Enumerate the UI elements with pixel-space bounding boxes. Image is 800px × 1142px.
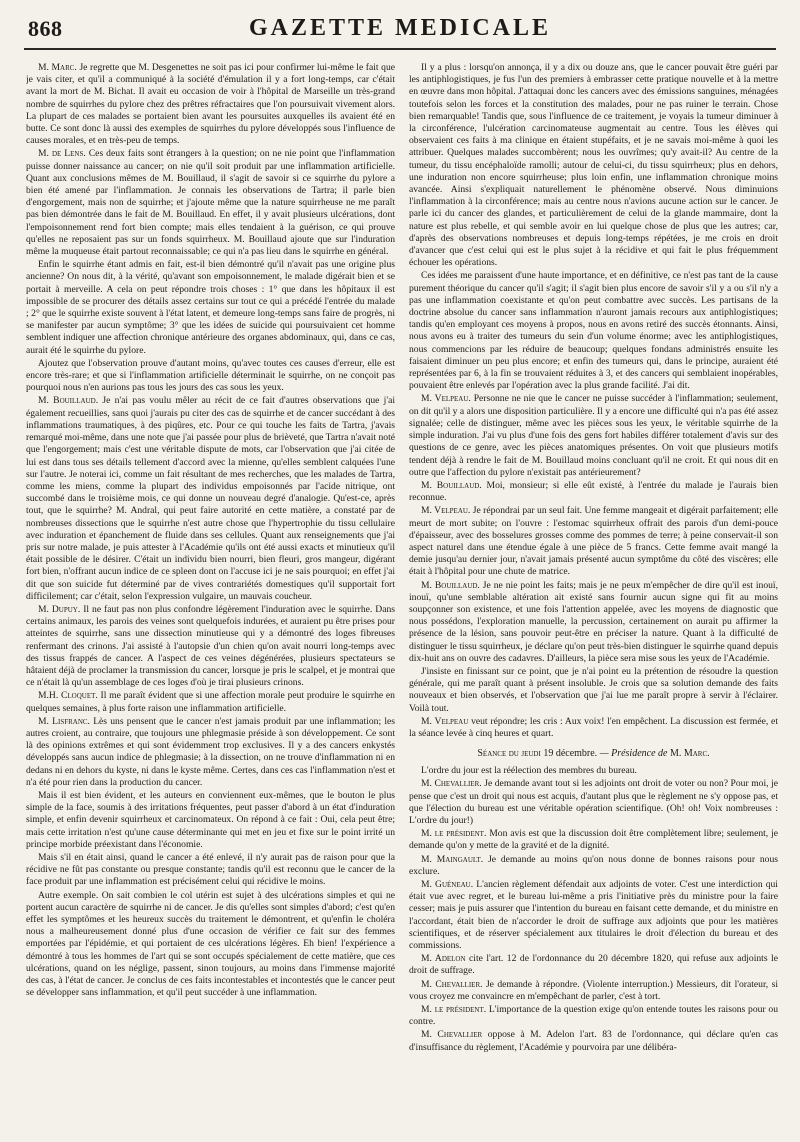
- paragraph: [409, 393, 778, 478]
- paragraph: [409, 854, 778, 878]
- speaker-name: M. Velpeau: [421, 715, 469, 727]
- paragraph-text: veut répondre; les cris : Aux voix! l'en empêchent. La discussion est fermée, et la séance levée à cinq heures et quart.: [409, 715, 778, 739]
- paragraph-text: Il me paraît évident que si une affection morale peut produire le squirrhe en quelques semaines, à plus forte raison une inflammation artificielle.: [26, 690, 395, 714]
- seance-label: Séance du jeudi: [477, 748, 541, 760]
- speaker-name: M. Dupuy.: [38, 603, 81, 615]
- paragraph: [409, 62, 778, 269]
- paragraph-text: Personne ne nie que le cancer ne puisse succéder à l'inflammation; seulement, on dit qu'il y a alors une disposition particulière. Il y a encore une difficulté qui n'a pas été assez signalée; celle de distinguer, même avec les pièces sous les yeux, le véritable squirrhe de la simple induration. J'ai vu plus d'une fois des gens fort habiles différer totalement d'avis sur des questions de ce genre, avec les pièces anatomiques présentes. On voit que plusieurs motifs tendent déjà à rendre le fait de M. Bouillaud moins concluant qu'il ne croit. Et qui nous dit en outre que l'affection du pylore n'existait pas antérieurement?: [409, 393, 778, 478]
- right-column: [409, 62, 778, 1134]
- paragraph-text: J'insiste en finissant sur ce point, que je n'ai point eu la prétention de résoudre la question générale, qui me paraît quant à présent insoluble. Je crois que sa solution demande des faits nouveaux et bien observés, et l'observation que j'ai lue me paraît propre à servir à l'éclairer. Voilà tout.: [409, 665, 778, 714]
- paragraph: [409, 505, 778, 578]
- seance-presidence: — Présidence de: [599, 748, 668, 760]
- speaker-name: M. Adelon: [421, 953, 466, 965]
- paragraph: [26, 259, 395, 357]
- speaker-name: M. de Lens.: [38, 148, 86, 160]
- paragraph-text: L'ancien règlement défendait aux adjoints de voter. C'est une interdiction qui était vue avec regret, et le bureau lui-même a pris l'initiative près du ministre pour la faire cesser; mais je puis assurer que l'intention du bureau en faisant cette demande, et du ministre en l'accordant, était bien de n'accorder le droit de suffrage aux adjoints que pour les matières scientifiques, et de réserver spécialement aux titulaires le droit d'élection du bureau et des commissions.: [409, 879, 778, 952]
- paragraph: [26, 890, 395, 1000]
- page-number: 868: [28, 16, 63, 41]
- paragraph: [409, 979, 778, 1003]
- speaker-name: M. Maingault.: [421, 853, 484, 865]
- paragraph-text: Mon avis est que la discussion doit être complètement libre; seulement, je demande qu'on y mette de la gravité et de la dignité.: [409, 828, 778, 852]
- paragraph: [409, 828, 778, 852]
- paragraph-text: Ces deux faits sont étrangers à la question; on ne nie point que l'inflammation puisse donner naissance au cancer; on nie qu'il soit produit par une inflammation artificielle. Quant aux conclusions mêmes de M. Bouillaud, il s'agit de savoir si ce squirrhe du pylore a bien été amené par l'inflammation. Je connais les observations de Tartra; il parle bien d'engorgement, mais non de squirrhe; et j'ajoute même que la nature squirrheuse ne me paraît pas bien démontrée dans le fait de M. Bouillaud. En effet, il y avait plusieurs ulcérations, dont l'empoisonnement rend fort bien compte; mais elles tendaient à la guérison, ce qui prouve qu'elles ne reposaient pas sur un fonds squirrheux. M. Bouillaud ajoute que sur l'induration même la muqueuse était partout reconnaissable; ce qui n'a pas lieu dans le squirrhe en général.: [26, 148, 395, 258]
- paragraph: [409, 666, 778, 715]
- speaker-name: M. Bouillaud.: [421, 579, 480, 591]
- paragraph: [409, 778, 778, 827]
- paragraph-text: Je n'ai pas voulu mêler au récit de ce fait d'autres observations que j'ai également recueillies, sans quoi j'aurais pu citer des cas de squirrhe et de cancer succédant à des inflammations traumatiques, à des piqûres, etc. Pour ce qui touche les faits de Tartra, j'avais remarqué moi-même, dans une note que j'ai passée pour plus de brièveté, que Tartra n'avait noté que l'engorgement; mais c'est une véritable dispute de mots, car l'observation que j'ai citée de lui est dans tous ses détails tellement d'accord avec la mienne, qu'elles semblent calquées l'une sur l'autre. Je noterai ici, comme un fait résultant de mes recherches, que les malades de Tartra, comme les miens, comme la plupart des individus empoisonnés par l'acide nitrique, ont succombé dans le troisième mois, ce qui donne un nouveau degré d'analogie. Qu'est-ce, après tout, que le squirrhe? M. Andral, qui peut faire autorité en cette matière, a constaté par de nombreuses dissections que le squirrhe n'est autre chose que l'hypertrophie du tissu cellulaire avec induration et épanchement de fluide dans ses cellules. Quant aux renseignements que j'ai pris sur notre malade, je puis attester à l'Académie qu'ils ont été aussi exacts et minutieux qu'il était possible de le désirer. C'était un individu bien nourri, bien fleuri, gros mangeur, digérant fort bien, n'offrant aucun indice de ce spleen dont on l'accuse ici je ne sais pourquoi; en effet j'ai dit que son suicide fut déterminé par de vives contrariétés domestiques qu'il supportait fort difficilement; car c'était, selon l'expression vulgaire, un mauvais coucheur.: [26, 395, 395, 602]
- seance-heading: [409, 748, 778, 759]
- seance-date: 19 décembre.: [543, 748, 598, 760]
- paragraph-text: oppose à M. Adelon l'art. 83 de l'ordonnance, qui déclare qu'en cas d'insuffisance du règlement, l'Académie y pourvoira par une délibéra-: [409, 1029, 778, 1053]
- paragraph-text: Il y a plus : lorsqu'on annonça, il y a dix ou douze ans, que le cancer pouvait être guéri par les antiphlogistiques, je fus l'un des premiers à embrasser cette pratique nouvelle et à la mettre en œuvre dans mon hôpital. J'attaquai donc les cancers avec des émissions sanguines, ménagées toutefois selon les forces et la constitution des malades, pour ne pas ruiner le terrain. Chose bien remarquable! Tandis que, sous l'influence de ce traitement, je voyais la tumeur diminuer à la circonférence, l'ulcération carcinomateuse augmentait au centre. Tous les élèves qui observaient ces faits à ma clinique en étaient stupéfaits, et je ne savais moi-même à quoi les attribuer. Quelques malades succombèrent; nous les ouvrîmes; qu'y avait-il? Au centre de la tumeur, du tissu encéphaloïde ramolli; autour de celui-ci, du tissu squirrheux; plus en dehors, une induration non encore squirrheuse; plus loin enfin, une inflammation chronique moins avancée. Ainsi s'expliquait naturellement le phénomène observé. Nous diminuions l'inflammation à la circonférence; mais au centre nous n'avions aucune action sur le cancer. Je parle ici du cancer des glandes, et particulièrement de celui de la glande mammaire, dont la nature est plus rebelle, et qui semble avoir en lui quelque chose de plus que les autres; car, d'après des observations nombreuses et depuis long-temps répétées, je me crois en droit d'avancer que c'est celui qui est le plus sujet à la récidive et qui fait le plus fréquemment échouer les opérations.: [409, 62, 778, 269]
- paragraph-text: L'importance de la question exige qu'on entende toutes les raisons pour ou contre.: [409, 1004, 778, 1028]
- paragraph-text: Je répondrai par un seul fait. Une femme mangeait et digérait parfaitement; elle meurt de mort subite; on l'ouvre : l'estomac squirrheux offrait des parois d'un demi-pouce d'épaisseur, avec des bosselures grosses comme des pommes de terre; à peine conservait-il son aspect naturel dans une étendue égale à une pièce de 5 francs. Cette femme avait mangé la demie jusqu'au dernier jour, n'avait jamais présenté aucun symptôme du côté des viscères; elle était à l'hôpital pour une chute de matrice.: [409, 505, 778, 578]
- paragraph: [409, 1004, 778, 1028]
- right-column-bottom: [409, 765, 778, 1054]
- paragraph: [26, 716, 395, 789]
- paragraph: [26, 690, 395, 714]
- journal-title: GAZETTE MEDICALE: [248, 15, 552, 41]
- paragraph-text: Je demande à répondre. (Violente interruption.) Messieurs, dit l'orateur, si vous croyez me convaincre en m'empêchant de parler, c'est à tort.: [409, 978, 778, 1002]
- paragraph: [26, 604, 395, 689]
- paragraph-text: Je ne nie point les faits; mais je ne peux m'empêcher de dire qu'il est inouï, inouï, qu'une semblable altération ait existé sans fournir aucun signe qui fit au moins soupçonner son existence, et une fois l'attention appelée, avec les moyens de diagnostic que nous possédons, l'exploration manuelle, la percussion, certainement on aurait pu affirmer la présence de la lésion, sans pouvoir peut-être en préciser la nature. Quant à la difficulté de distinguer le tissu squirrheux, je déclare qu'on peut très-bien distinguer le squirrhe quand depuis dix-huit ans on ouvre des cadavres. D'ailleurs, la pièce sera mise sous les yeux de l'Académie.: [409, 579, 778, 664]
- speaker-name: M. le président.: [421, 1004, 487, 1016]
- paragraph-text: L'ordre du jour est la réélection des membres du bureau.: [421, 765, 637, 777]
- paragraph: [409, 879, 778, 952]
- paragraph: [409, 270, 778, 392]
- paragraph: [409, 480, 778, 504]
- speaker-name: M.H. Cloquet.: [38, 690, 98, 702]
- paragraph-text: Mais s'il en était ainsi, quand le cancer a été enlevé, il n'y aurait pas de raison pour que la récidive ne fût pas constante ou presque constante; tandis qu'il est reconnu que le cancer de la face produit par une inflammation est précisément celui qui récidive le moins.: [26, 852, 395, 888]
- paragraph-text: Ajoutez que l'observation prouve d'autant moins, qu'avec toutes ces causes d'erreur, elle est encore très-rare; et que si l'inflammation artificielle déterminait le squirrhe, on ne conçoit pas pourquoi nous n'en aurions pas tous les jours des cas sous les yeux.: [26, 357, 395, 394]
- paragraph: [26, 358, 395, 395]
- paragraph: [409, 1029, 778, 1053]
- speaker-name: M. Bouillaud.: [38, 395, 99, 407]
- seance-president: M. Marc.: [669, 748, 710, 760]
- paragraph-text: Je regrette que M. Desgenettes ne soit pas ici pour confirmer lui-même le fait que je vais citer, et qu'il a communiqué à la société d'émulation il y a fort long-temps, car c'était avant la mort de M. Bichat. Il avait eu occasion de voir à l'hôpital de Marseille un très-grand nombre de squirrhes du pylore chez des prêtres réfractaires que l'on poursuivait vivement alors. La plupart de ces malades se portaient bien avant les poursuites auxquelles ils avaient été en butte. Ce sont donc là aussi des exemples de squirrhes du pylore développés sous l'influence de causes morales, et en très-peu de temps.: [26, 62, 395, 147]
- paragraph: [409, 765, 778, 777]
- paragraph: [26, 395, 395, 602]
- paragraph-text: Autre exemple. On sait combien le col utérin est sujet à des ulcérations simples et qui ne portent aucun caractère de squirrhe ni de cancer. Je dis qu'elles sont simples d'abord; c'est qu'en effet les symptômes et les heureux succès du traitement le démontrent, et qu'enfin le choléra nous a malheureusement donné plus d'une occasion de vérifier ce fait sur des femmes emportées par l'épidémie, et qui portaient de ces ulcérations légères. Eh bien! l'expérience a démontré à tous les hommes de l'art qui se sont occupés spécialement de cette matière, que ces ulcérations, quand on les néglige, passent, sinon toujours, au moins dans l'immense majorité des cas, à l'état de cancer. Je conclus de ces faits incontestables et incontestés que le cancer peut se développer sans inflammation, et qu'il peut succéder à une inflammation.: [26, 889, 395, 999]
- paragraph-text: Enfin le squirrhe étant admis en fait, est-il bien démontré qu'il n'avait pas une origine plus ancienne? On nous dit, à la vérité, qu'avant son empoisonnement, le malade digérait bien et se portait à merveille. A cela on peut répondre trois choses : 1° que dans les hôpitaux il est impossible de se procurer des détails assez certains sur tout ce qui a précédé l'entrée du malade ; 2° que le squirrhe existe souvent à l'état latent, et demeure long-temps sans faire de progrès, ni se manifester par aucun symptôme; 3° que les idées de suicide qui poursuivaient cet homme semblent indiquer une affection chronique antérieure des organes abdominaux, qui, dans ce cas, aurait été le squirrhe du pylore.: [26, 259, 395, 356]
- paragraph-text: Ces idées me paraissent d'une haute importance, et en définitive, ce n'est pas tant de la cause purement théorique du cancer qu'il s'agit; il s'agit bien plus encore de savoir s'il y a ou s'il n'y a pas une inflammation coexistante et qu'on peut combattre avec succès. Les partisans de la doctrine absolue du cancer sans inflammation n'auront jamais recours aux antiphlogistiques; tandis qu'en employant ces moyens à propos, nous en avons retiré des succès étonnants. Ainsi, nous avons eu à traiter des tumeurs du sein d'un volume énorme; avec les antiphlogistiques, nous commencions par les réduire de beaucoup; quelques fondans administrés ensuite les faisaient diminuer un peu plus encore; et enfin des tumeurs qui, dans le principe, auraient été représentées par 6, à la fin se trouvaient réduites à 3, et des cancers qui semblaient inopérables, pouvaient être enlevés par l'opération avec la plus grande facilité. J'ai dit.: [409, 270, 778, 392]
- text-columns: [26, 62, 778, 1134]
- paragraph-text: Je demande avant tout si les adjoints ont droit de voter ou non? Pour moi, je pense que c'est un droit qui nous est acquis, d'autant plus que le règlement ne s'y oppose pas, et que l'élection du bureau est une véritable opération scientifique. (Oh! oh! Voix nombreuses : L'ordre du jour!): [409, 778, 778, 826]
- paragraph-text: Je demande au moins qu'on nous donne de bonnes raisons pour nous exclure.: [409, 853, 778, 877]
- speaker-name: M. le président.: [421, 828, 487, 840]
- paragraph: [26, 148, 395, 258]
- right-column-top: [409, 62, 778, 740]
- paragraph: [409, 716, 778, 740]
- paragraph-text: Moi, monsieur; si elle eût existé, à l'entrée du malade je l'aurais bien reconnue.: [409, 479, 778, 504]
- left-column: [26, 62, 395, 1134]
- paragraph-text: Il ne faut pas non plus confondre légèrement l'induration avec le squirrhe. Dans certains animaux, les parois des veines sont quelquefois indurées, et auraient pu être prises pour atteintes de squirrhe, sans une dissection minutieuse qui y a démontré des loges fibreuses renfermant des crinons. J'ai assisté à l'autopsie d'un chien qu'on avait nourri long-temps avec des tissus frappés de cancer. A l'aspect de ces veines dégénérées, plusieurs spectateurs se hâtaient déjà de proclamer la transmission du cancer, lorsque je pris le scalpel, et je montrai que ce n'était là qu'un assemblage de ces loges d'où je tirai plusieurs crinons.: [26, 603, 395, 689]
- speaker-name: M. Chevallier.: [421, 978, 483, 990]
- speaker-name: M. Marc.: [38, 62, 77, 73]
- paragraph-text: Mais il est bien évident, et les auteurs en conviennent eux-mêmes, que le bouton le plus simple de la face, soumis à des irritations fréquentes, peut passer d'abord à un état d'induration simple, et enfin devenir squirrheux et carcinomateux. On répond à ce fait : Oui, cela peut être; mais cette irritation n'est qu'une cause déterminante qui met en jeu et fixe sur le point irrité un principe morbide préexistant dans l'économie.: [26, 789, 395, 850]
- page-header: [24, 14, 776, 50]
- paragraph: [26, 852, 395, 889]
- paragraph: [26, 62, 395, 147]
- paragraph-text: Lès uns pensent que le cancer n'est jamais produit par une inflammation; les autres croient, au contraire, que toujours une phlegmasie préside à son développement. Ce sont là des opinions extrêmes et qui sont évidemment trop exclusives. Il y a des cancers enkystés développés sans aucun indice de phlegmasie; à la dissection, on ne trouve d'inflammation ni en dedans ni en dehors du kyste, ni dans le kyste même. Certes, dans ces cas l'inflammation n'est et n'a été pour rien dans la production du cancer.: [26, 715, 395, 788]
- speaker-name: M. Guéneau.: [421, 879, 474, 890]
- speaker-name: M. Velpeau.: [421, 505, 471, 517]
- speaker-name: M. Velpeau.: [421, 393, 471, 405]
- paragraph: [409, 953, 778, 977]
- paragraph-text: cite l'art. 12 de l'ordonnance du 20 décembre 1820, qui refuse aux adjoints le droit de suffrage.: [409, 953, 778, 977]
- speaker-name: M. Chevallier.: [421, 778, 482, 790]
- speaker-name: M. Lisfranc.: [38, 715, 90, 727]
- speaker-name: M. Chevallier: [421, 1029, 483, 1041]
- speaker-name: M. Bouillaud.: [421, 479, 482, 491]
- paragraph: [26, 790, 395, 851]
- paragraph: [409, 580, 778, 665]
